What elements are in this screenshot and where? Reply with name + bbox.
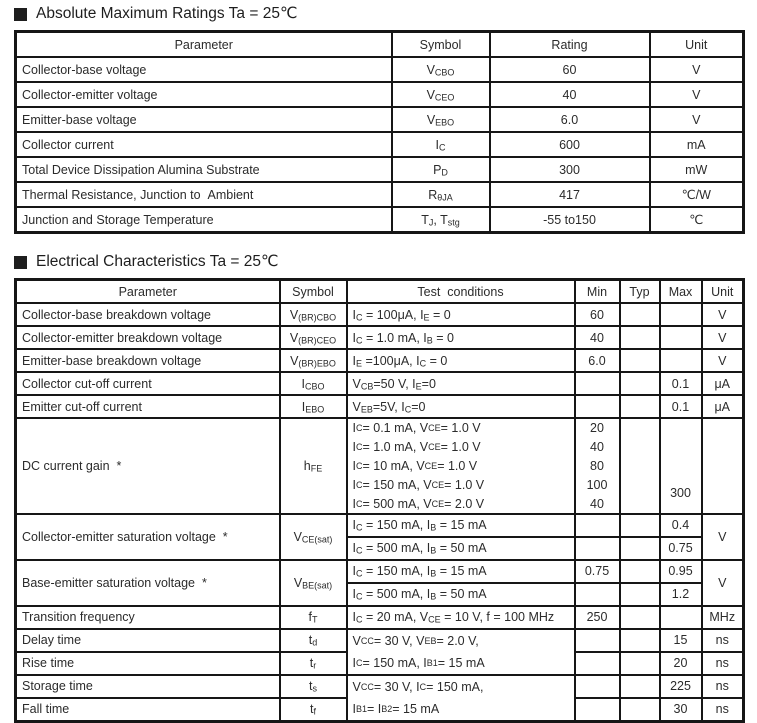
table-cell: DC current gain * xyxy=(16,418,280,514)
table-row xyxy=(16,629,744,652)
table-cell: 0.95 xyxy=(660,560,702,583)
table-cell xyxy=(620,303,660,326)
table-cell: Collector current xyxy=(16,132,392,157)
table-cell: $I_C = 150$ mA, $I_B = 15$ mA xyxy=(347,560,575,583)
table-cell: 0.75 xyxy=(660,537,702,560)
table-cell: mW xyxy=(650,157,744,182)
table-cell: Emitter-base breakdown voltage xyxy=(16,349,280,372)
table-cell: 300 xyxy=(660,418,702,514)
table-cell: $I_C = 150$ mA, $I_B = 15$ mA xyxy=(347,514,575,537)
table-cell: $V_{CE(sat)}$ xyxy=(280,514,347,560)
table-cell: $V_{(BR)CBO}$ xyxy=(280,303,347,326)
square-bullet-icon xyxy=(14,8,27,21)
table-cell: $I_E =100\mu A$, $I_C = 0$ xyxy=(347,349,575,372)
table-cell xyxy=(575,652,620,675)
table-cell: I C = 0.1 mA, V CE = 1.0 V I C = 1.0 mA, V CE = 1.0 V I C = 10 mA, V CE = 1.0 V I C = 150 mA, V CE = 1.0 V I C = 500 mA, V CE = 2.0 V xyxy=(347,418,575,514)
table-cell: 250 xyxy=(575,606,620,629)
table-cell: Collector-base breakdown voltage xyxy=(16,303,280,326)
table-cell: 60 xyxy=(490,57,650,82)
section-title-electrical-characteristics xyxy=(14,254,742,270)
table-cell: V xyxy=(650,57,744,82)
column-header: Test conditions xyxy=(347,280,575,304)
table-cell xyxy=(620,395,660,418)
section-electrical-characteristics xyxy=(14,254,742,723)
table-cell: $t_d$ xyxy=(280,629,347,652)
table-cell xyxy=(620,326,660,349)
table-cell: ℃/W xyxy=(650,182,744,207)
table-cell: $R_{\theta JA}$ xyxy=(392,182,490,207)
table-cell: $I_C = 100\mu A$, $I_E = 0$ xyxy=(347,303,575,326)
table-row xyxy=(16,514,744,537)
table-cell: V xyxy=(702,349,744,372)
table-cell xyxy=(620,629,660,652)
header-row xyxy=(16,280,744,304)
column-header: Symbol xyxy=(280,280,347,304)
table-cell: V xyxy=(702,560,744,606)
column-header: Min xyxy=(575,280,620,304)
table-cell xyxy=(575,675,620,698)
table-cell xyxy=(702,418,744,514)
column-header: Rating xyxy=(490,32,650,58)
table-row xyxy=(16,107,744,132)
table-cell: $t_s$ xyxy=(280,675,347,698)
section-title-text: Absolute Maximum Ratings Ta = 25℃ xyxy=(36,5,298,22)
table-cell: 15 xyxy=(660,629,702,652)
table-row xyxy=(16,675,744,698)
section-title-text: Electrical Characteristics Ta = 25℃ xyxy=(36,253,279,270)
table-cell xyxy=(620,698,660,722)
table-cell: $P_D$ xyxy=(392,157,490,182)
table-cell xyxy=(660,303,702,326)
table-cell xyxy=(575,372,620,395)
table-cell: 0.1 xyxy=(660,372,702,395)
table-row xyxy=(16,57,744,82)
table-cell: Collector cut-off current xyxy=(16,372,280,395)
table-cell: Emitter-base voltage xyxy=(16,107,392,132)
table-cell xyxy=(575,698,620,722)
column-header: Unit xyxy=(702,280,744,304)
table-row xyxy=(16,182,744,207)
table-cell: Collector-emitter saturation voltage * xyxy=(16,514,280,560)
table-cell: MHz xyxy=(702,606,744,629)
table-cell: 0.75 xyxy=(575,560,620,583)
table-cell: $h_{FE}$ xyxy=(280,418,347,514)
table-cell xyxy=(620,349,660,372)
table-cell: V xyxy=(702,303,744,326)
table-row xyxy=(16,82,744,107)
table-cell xyxy=(575,629,620,652)
table-cell: 1.2 xyxy=(660,583,702,606)
table-cell: Delay time xyxy=(16,629,280,652)
table-cell xyxy=(620,418,660,514)
table-cell xyxy=(660,326,702,349)
table-row xyxy=(16,132,744,157)
table-row xyxy=(16,606,744,629)
table-cell xyxy=(620,675,660,698)
table-cell xyxy=(620,537,660,560)
table-cell: μA xyxy=(702,372,744,395)
column-header: Symbol xyxy=(392,32,490,58)
table-cell: 40 xyxy=(490,82,650,107)
table-row xyxy=(16,560,744,583)
table-cell xyxy=(620,606,660,629)
table-cell: V xyxy=(702,326,744,349)
table-cell: Junction and Storage Temperature xyxy=(16,207,392,233)
table-cell: ns xyxy=(702,698,744,722)
table-cell: Emitter cut-off current xyxy=(16,395,280,418)
table-cell xyxy=(620,652,660,675)
table-row xyxy=(16,372,744,395)
table-cell xyxy=(575,514,620,537)
table-cell: V xyxy=(650,107,744,132)
table-row xyxy=(16,349,744,372)
table-cell: ns xyxy=(702,629,744,652)
section-title-absolute-maximum-ratings xyxy=(14,6,742,22)
table-cell: V xyxy=(650,82,744,107)
table-cell: $t_f$ xyxy=(280,698,347,722)
table-cell xyxy=(575,395,620,418)
section-absolute-maximum-ratings xyxy=(14,6,742,234)
column-header: Typ xyxy=(620,280,660,304)
table-cell: 300 xyxy=(490,157,650,182)
table-cell: $V_{CB}=50$ V, $I_E=0$ xyxy=(347,372,575,395)
table-cell: Collector-emitter voltage xyxy=(16,82,392,107)
table-cell: $I_C$ xyxy=(392,132,490,157)
table-cell: Thermal Resistance, Junction to Ambient xyxy=(16,182,392,207)
table-cell: Transition frequency xyxy=(16,606,280,629)
table-cell xyxy=(620,514,660,537)
table-cell: Total Device Dissipation Alumina Substrate xyxy=(16,157,392,182)
table-cell: Collector-base voltage xyxy=(16,57,392,82)
table-row xyxy=(16,207,744,233)
table-cell: $V_{CEO}$ xyxy=(392,82,490,107)
table-cell: $I_C = 500$ mA, $I_B = 50$ mA xyxy=(347,583,575,606)
table-cell: -55 to150 xyxy=(490,207,650,233)
table-cell: $V_{(BR)EBO}$ xyxy=(280,349,347,372)
table-cell: ℃ xyxy=(650,207,744,233)
table-cell: $V_{CBO}$ xyxy=(392,57,490,82)
column-header: Parameter xyxy=(16,32,392,58)
column-header: Parameter xyxy=(16,280,280,304)
table-cell xyxy=(660,606,702,629)
column-header: Unit xyxy=(650,32,744,58)
table-cell: $I_C = 20$ mA, $V_{CE} = 10$ V, f = 100 MHz xyxy=(347,606,575,629)
table-cell: 30 xyxy=(660,698,702,722)
table-cell xyxy=(575,583,620,606)
table-cell: $V_{EB}=5V$, $I_C=0$ xyxy=(347,395,575,418)
table-row xyxy=(16,418,744,514)
table-cell: 600 xyxy=(490,132,650,157)
table-cell: $V_{(BR)CEO}$ xyxy=(280,326,347,349)
table-cell: V CC = 30 V, I C = 150 mA, I B1 = I B2 = 15 mA xyxy=(347,675,575,722)
column-header: Max xyxy=(660,280,702,304)
table-cell: ns xyxy=(702,675,744,698)
table-cell: 20 40 80 100 40 xyxy=(575,418,620,514)
table-cell: $I_C = 500$ mA, $I_B = 50$ mA xyxy=(347,537,575,560)
table-cell: Rise time xyxy=(16,652,280,675)
table-row xyxy=(16,326,744,349)
table-cell: $V_{EBO}$ xyxy=(392,107,490,132)
header-row xyxy=(16,32,744,58)
table-cell: $I_C = 1.0$ mA, $I_B = 0$ xyxy=(347,326,575,349)
table-cell xyxy=(620,560,660,583)
table-cell: mA xyxy=(650,132,744,157)
table-cell: ns xyxy=(702,652,744,675)
table-cell: V CC = 30 V, V EB = 2.0 V, I C = 150 mA, I B1 = 15 mA xyxy=(347,629,575,675)
table-cell: 0.1 xyxy=(660,395,702,418)
table-cell xyxy=(620,372,660,395)
table-cell: Storage time xyxy=(16,675,280,698)
table-cell: 6.0 xyxy=(575,349,620,372)
table-cell: V xyxy=(702,514,744,560)
table-cell: $I_{EBO}$ xyxy=(280,395,347,418)
table-cell: 40 xyxy=(575,326,620,349)
table-cell xyxy=(620,583,660,606)
table-cell: $t_r$ xyxy=(280,652,347,675)
table-cell xyxy=(575,537,620,560)
table-cell: μA xyxy=(702,395,744,418)
electrical-characteristics-table xyxy=(14,278,745,723)
table-cell: Base-emitter saturation voltage * xyxy=(16,560,280,606)
table-cell: 6.0 xyxy=(490,107,650,132)
table-cell: $T_J$, $T_{stg}$ xyxy=(392,207,490,233)
table-cell: 60 xyxy=(575,303,620,326)
table-cell: $f_T$ xyxy=(280,606,347,629)
table-row xyxy=(16,157,744,182)
table-cell: 225 xyxy=(660,675,702,698)
table-cell: Fall time xyxy=(16,698,280,722)
absolute-maximum-ratings-table xyxy=(14,30,745,234)
table-row xyxy=(16,303,744,326)
table-row xyxy=(16,395,744,418)
table-cell: $I_{CBO}$ xyxy=(280,372,347,395)
table-cell: $V_{BE(sat)}$ xyxy=(280,560,347,606)
table-cell: 417 xyxy=(490,182,650,207)
table-cell: 0.4 xyxy=(660,514,702,537)
table-cell: Collector-emitter breakdown voltage xyxy=(16,326,280,349)
table-cell xyxy=(660,349,702,372)
table-cell: 20 xyxy=(660,652,702,675)
square-bullet-icon xyxy=(14,256,27,269)
